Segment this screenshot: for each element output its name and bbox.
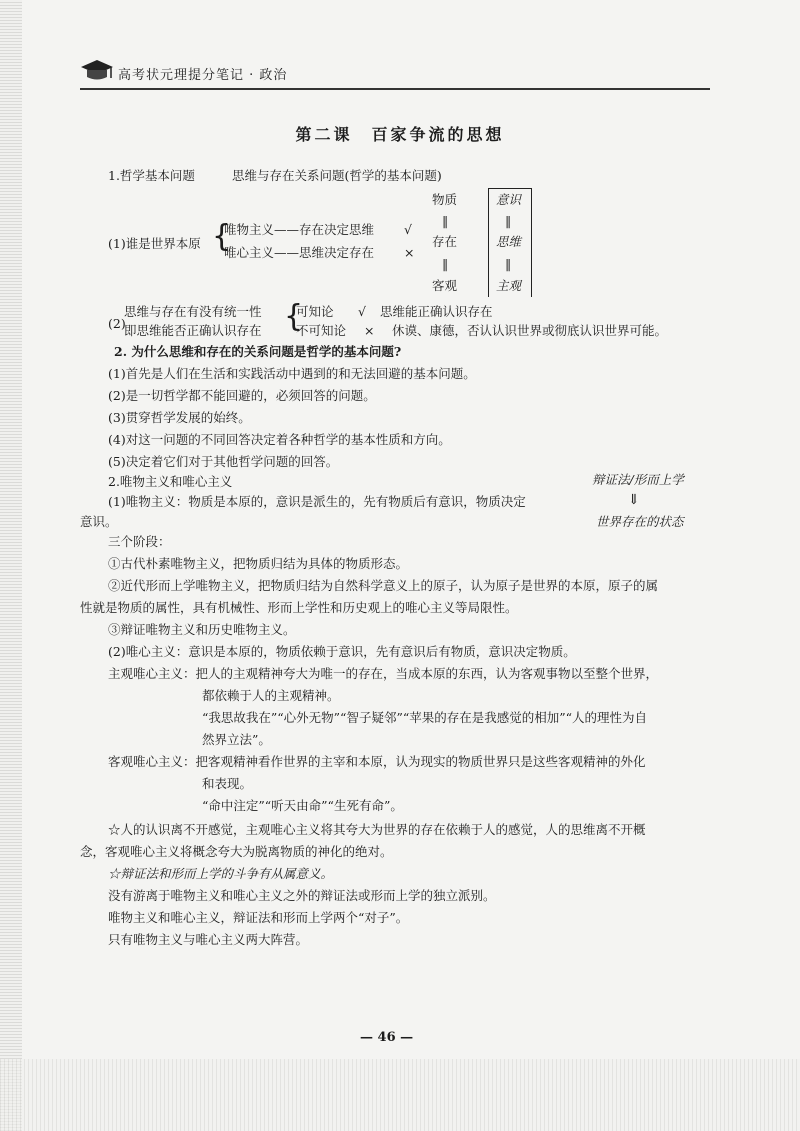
col-left-1: ‖ <box>442 213 449 228</box>
q1-check-mark: √ <box>404 222 412 237</box>
q2-cross-mark: × <box>364 323 375 338</box>
col-left-4: 客观 <box>432 278 458 293</box>
stage-2-line2: 性就是物质的属性，具有机械性、形而上学性和历史观上的唯心主义等局限性。 <box>80 600 518 615</box>
star-note-1b: 念，客观唯心主义将概念夸大为脱离物质的神化的绝对。 <box>80 844 393 859</box>
q2-knowable: 可知论 <box>296 304 334 319</box>
idealism-def: (2)唯心主义：意识是本原的，物质依赖于意识，先有意识后有物质，意识决定物质。 <box>108 644 576 659</box>
objective-quotes: “命中注定”“听天由命”“生死有命”。 <box>202 798 403 813</box>
closing-line-3: 只有唯物主义与唯心主义两大阵营。 <box>108 932 309 947</box>
col-right-3: ‖ <box>505 256 512 271</box>
stages-label: 三个阶段： <box>108 534 171 549</box>
q1-materialism: 唯物主义——存在决定思维 <box>224 222 375 237</box>
q2-knowable-desc: 思维能正确认识存在 <box>380 304 493 319</box>
col-right-0: 意识 <box>496 192 522 207</box>
objective-idealism-2: 和表现。 <box>202 776 253 791</box>
q1-idealism: 唯心主义——思维决定存在 <box>224 245 375 260</box>
scan-edge-noise <box>0 0 22 1131</box>
col-left-3: ‖ <box>442 256 449 271</box>
closing-line-1: 没有游离于唯物主义和唯心主义之外的辩证法或形而上学的独立派别。 <box>108 888 496 903</box>
section1-subtitle: 思维与存在关系问题(哲学的基本问题) <box>232 168 442 183</box>
q2-line1-question: 思维与存在有没有统一性 <box>124 304 262 319</box>
q1-label: (1)谁是世界本原 <box>108 236 201 251</box>
subjective-quotes-2: 然界立法”。 <box>202 732 271 747</box>
q2-unknowable-desc: 休谟、康德，否认认识世界或彻底认识世界可能。 <box>392 323 668 338</box>
s2-item-5: (5)决定着它们对于其他哲学问题的回答。 <box>108 454 339 469</box>
star-note-2: ☆辩证法和形而上学的斗争有从属意义。 <box>108 866 334 881</box>
objective-idealism-1: 客观唯心主义：把客观精神看作世界的主宰和本原，认为现实的物质世界只是这些客观精神的外化 <box>108 754 646 769</box>
brace-icon: { <box>284 299 304 334</box>
scan-bottom-noise <box>0 1059 800 1131</box>
stage-1: ①古代朴素唯物主义，把物质归结为具体的物质形态。 <box>108 556 409 571</box>
stage-2-line1: ②近代形而上学唯物主义，把物质归结为自然科学意义上的原子，认为原子是世界的本原，原子的属 <box>108 578 659 593</box>
q2-check-mark: √ <box>358 304 366 319</box>
note-world-state: 世界存在的状态 <box>596 514 684 529</box>
subjective-quotes-1: “我思故我在”“心外无物”“智子疑邻”“苹果的存在是我感觉的相加”“人的理性为自 <box>202 710 648 725</box>
s2-item-2: (2)是一切哲学都不能回避的，必须回答的问题。 <box>108 388 376 403</box>
q2-unknowable: 不可知论 <box>296 323 347 338</box>
lesson-title: 第二课 百家争流的思想 <box>295 125 505 144</box>
s2-item-1: (1)首先是人们在生活和实践活动中遇到的和无法回避的基本问题。 <box>108 366 476 381</box>
note-dialectics: 辩证法/形而上学 <box>592 472 684 487</box>
materialism-def-2: 意识。 <box>80 514 118 529</box>
section2-heading: 2. 为什么思维和存在的关系问题是哲学的基本问题? <box>114 344 402 359</box>
col-right-2: 思维 <box>496 234 522 249</box>
s2-item-3: (3)贯穿哲学发展的始终。 <box>108 410 251 425</box>
page-header <box>80 58 710 90</box>
closing-line-2: 唯物主义和唯心主义，辩证法和形而上学两个“对子”。 <box>108 910 409 925</box>
q2-line2-question: 即思维能否正确认识存在 <box>124 323 262 338</box>
stage-3: ③辩证唯物主义和历史唯物主义。 <box>108 622 296 637</box>
q2-number: (2) <box>108 316 126 331</box>
graduation-cap-icon <box>80 58 114 84</box>
col-left-0: 物质 <box>432 192 458 207</box>
col-right-4: 主观 <box>496 278 522 293</box>
header-title: 高考状元理提分笔记 · 政治 <box>118 68 288 83</box>
section3-heading: 2.唯物主义和唯心主义 <box>108 474 233 489</box>
s2-item-4: (4)对这一问题的不同回答决定着各种哲学的基本性质和方向。 <box>108 432 451 447</box>
subjective-idealism-1: 主观唯心主义：把人的主观精神夸大为唯一的存在，当成本原的东西，认为客观事物以至整个世界， <box>108 666 659 681</box>
col-left-2: 存在 <box>432 234 458 249</box>
page-number: — 46 — <box>360 1030 414 1045</box>
star-note-1a: ☆人的认识离不开感觉，主观唯心主义将其夸大为世界的存在依赖于人的感觉，人的思维离不开概 <box>108 822 646 837</box>
col-right-1: ‖ <box>505 213 512 228</box>
brace-icon: { <box>212 219 232 254</box>
q1-cross-mark: × <box>404 245 415 260</box>
section1-heading: 1.哲学基本问题 <box>108 168 195 183</box>
down-arrow-icon: ⇓ <box>628 492 640 508</box>
materialism-def-1: (1)唯物主义：物质是本原的，意识是派生的，先有物质后有意识，物质决定 <box>108 494 526 509</box>
subjective-idealism-2: 都依赖于人的主观精神。 <box>202 688 340 703</box>
